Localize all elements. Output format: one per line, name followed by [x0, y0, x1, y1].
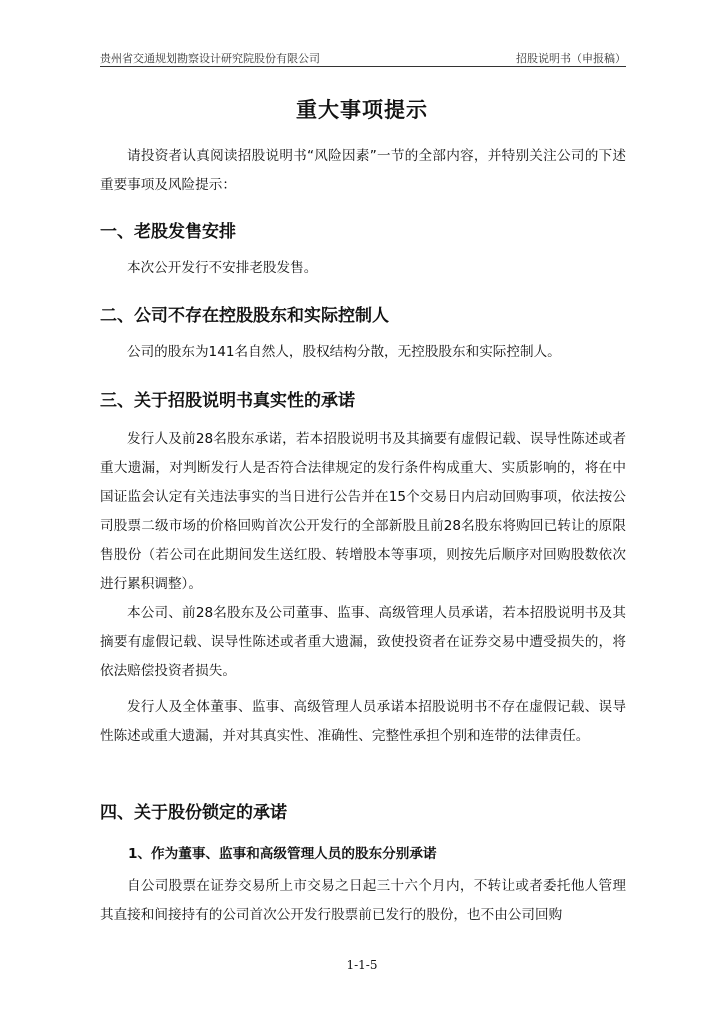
- section-4-paragraph: 自公司股票在证券交易所上市交易之日起三十六个月内，不转让或者委托他人管理其直接和间接持有的公司首次公开发行股票前已发行的股份，也不由公司回购: [100, 878, 626, 923]
- section-3-paragraph-2: 本公司、前28名股东及公司董事、监事、高级管理人员承诺，若本招股说明书及其摘要有虚假记载、误导性陈述或者重大遗漏，致使投资者在证券交易中遭受损失的，将依法赔偿投资者损失。: [100, 605, 626, 679]
- page-number: 1-1-5: [346, 958, 378, 972]
- section-1-paragraph: 本次公开发行不安排老股发售。: [127, 260, 318, 276]
- header-company-name: 贵州省交通规划勘察设计研究院股份有限公司: [100, 52, 320, 65]
- section-3-paragraph-3: 发行人及全体董事、监事、高级管理人员承诺本招股说明书不存在虚假记载、误导性陈述或重大遗漏，并对其真实性、准确性、完整性承担个别和连带的法律责任。: [100, 699, 626, 744]
- intro-paragraph: 请投资者认真阅读招股说明书“风险因素”一节的全部内容，并特别关注公司的下述重要事项及风险提示：: [100, 148, 626, 193]
- section-4-subheading: 1、作为董事、监事和高级管理人员的股东分别承诺: [128, 846, 437, 862]
- section-1-heading: 一、老股发售安排: [100, 222, 236, 242]
- page-title: 重大事项提示: [296, 98, 428, 122]
- section-2-paragraph: 公司的股东为141名自然人，股权结构分散，无控股股东和实际控制人。: [127, 344, 561, 360]
- section-3-heading: 三、关于招股说明书真实性的承诺: [100, 391, 355, 411]
- header-document-type: 招股说明书（申报稿）: [516, 52, 626, 65]
- section-4-heading: 四、关于股份锁定的承诺: [100, 803, 287, 823]
- section-3-paragraph-1: 发行人及前28名股东承诺，若本招股说明书及其摘要有虚假记载、误导性陈述或者重大遗漏，对判断发行人是否符合法律规定的发行条件构成重大、实质影响的，将在中国证监会认定有关违法事实的当日进行公告并在15个交易日内启动回购事项，依法按公司股票二级市场的价格回购首次公开发行的全部新股且前28名股东将购回已转让的原限售股份（若公司在此期间发生送红股、转增股本等事项，则按先后顺序对回购股数依次进行累积调整）。: [100, 431, 626, 592]
- page-header: [100, 48, 626, 67]
- section-2-heading: 二、公司不存在控股股东和实际控制人: [100, 306, 389, 326]
